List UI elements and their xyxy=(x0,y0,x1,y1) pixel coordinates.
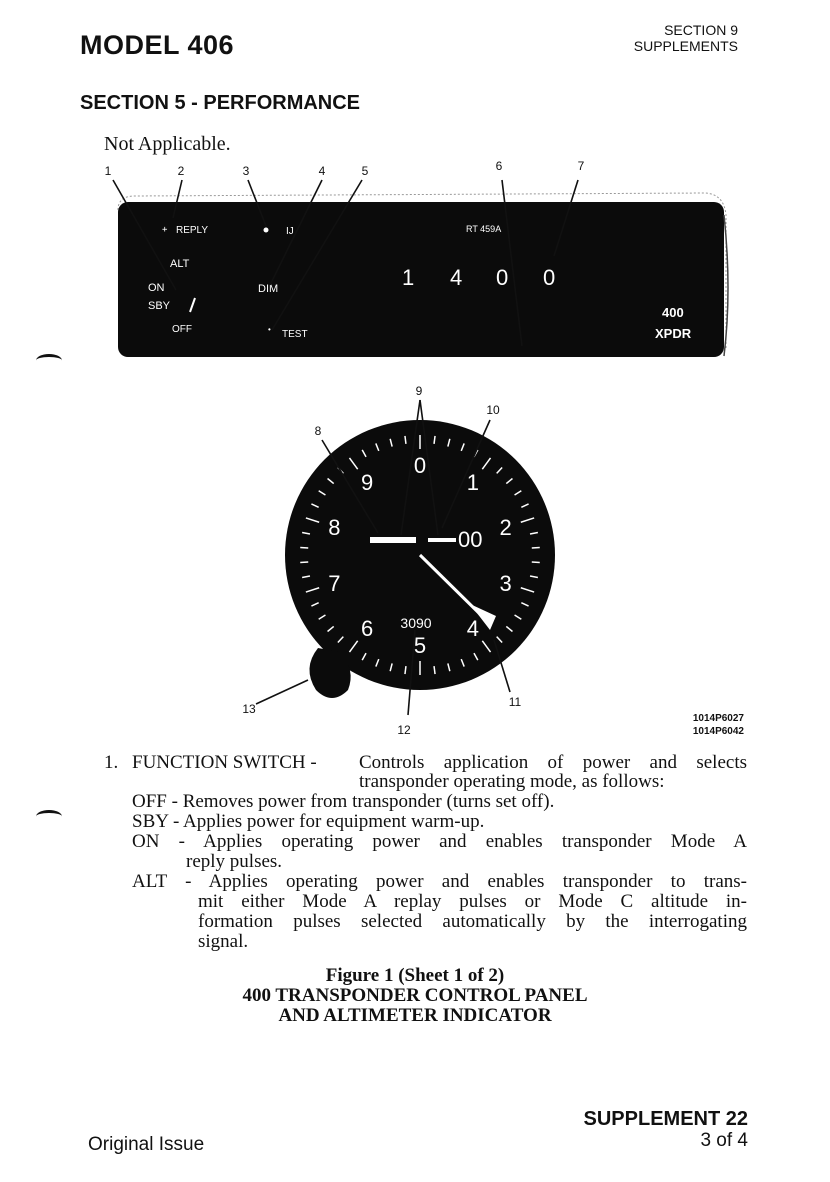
dial-tick xyxy=(405,666,406,674)
dial-number: 0 xyxy=(413,453,427,478)
definition-alt-cont: formation pulses selected automatically by the interrogating xyxy=(198,911,747,932)
definition-alt xyxy=(132,872,747,892)
code-digit-2[interactable]: 4 xyxy=(450,265,463,290)
transponder-panel xyxy=(118,193,728,357)
altimeter-indicator xyxy=(285,420,555,698)
item-description-cont: transponder operating mode, as follows: xyxy=(359,771,665,792)
supplement-label: SUPPLEMENT 22 xyxy=(583,1108,748,1130)
svg-text:•: • xyxy=(268,325,271,334)
callout-7: 7 xyxy=(577,159,585,173)
figure-illustration xyxy=(0,150,830,750)
dial-number: 5 xyxy=(413,633,427,658)
item-term: FUNCTION SWITCH - xyxy=(132,752,317,773)
definition-on xyxy=(132,832,747,852)
dial-tick xyxy=(434,666,435,674)
figure-id: 1014P6027 xyxy=(692,713,744,724)
figure-id: 1014P6042 xyxy=(692,726,744,737)
figure-caption-title: 400 TRANSPONDER CONTROL PANEL xyxy=(242,985,588,1006)
dial-number: 9 xyxy=(360,470,374,496)
definition-text: Applies power for equipment warm-up. xyxy=(183,811,485,832)
code-digit-3[interactable]: 0 xyxy=(496,265,509,290)
definition-on-cont: reply pulses. xyxy=(186,851,283,872)
dial-tick xyxy=(434,436,435,444)
alt-label: ALT xyxy=(170,258,190,270)
code-digit-1[interactable]: 1 xyxy=(402,265,415,290)
definition-text: Removes power from transponder (turns set off). xyxy=(182,791,555,812)
reply-label: REPLY xyxy=(176,225,209,236)
callout-6: 6 xyxy=(495,159,503,173)
reply-light xyxy=(264,228,269,233)
figure-caption-title-cont: AND ALTIMETER INDICATOR xyxy=(278,1005,552,1026)
definition-text: Applies operating power and enables transponder to trans- xyxy=(208,871,747,892)
callout-10: 10 xyxy=(486,403,500,417)
test-label: TEST xyxy=(282,329,308,340)
dial-number: 3 xyxy=(499,570,512,596)
callout-13: 13 xyxy=(242,702,256,716)
model-number-label: RT 459A xyxy=(466,224,502,234)
definition-term: SBY - xyxy=(132,811,180,832)
margin-mark xyxy=(36,810,62,823)
callout-12: 12 xyxy=(397,723,411,737)
callout-11: 11 xyxy=(508,695,522,709)
dial-number: 1 xyxy=(466,470,480,496)
callout-9: 9 xyxy=(415,384,423,398)
definition-alt-cont: mit either Mode A replay pulses or Mode C altitude in- xyxy=(198,891,747,912)
section-number: SECTION 9 xyxy=(664,22,738,38)
definition-sby xyxy=(132,812,484,832)
reply-annunciator-icon: + xyxy=(162,225,168,235)
callout-4: 4 xyxy=(318,164,326,178)
dial-tick xyxy=(300,547,308,548)
svg-text:IJ: IJ xyxy=(286,226,294,237)
dial-number: 4 xyxy=(466,615,480,641)
definition-term: OFF - xyxy=(132,791,178,812)
dial-tick xyxy=(532,547,540,548)
item-number: 1. xyxy=(104,752,119,773)
model-title: MODEL 406 xyxy=(80,30,235,60)
not-applicable-text: Not Applicable. xyxy=(104,133,231,155)
figure-ids xyxy=(693,712,744,738)
altimeter-pointer-label: 00 xyxy=(458,527,483,552)
dial-tick xyxy=(405,436,406,444)
dial-tick xyxy=(532,562,540,563)
altitude-readout: 3090 xyxy=(400,615,432,631)
panel-face xyxy=(118,202,724,357)
on-label: ON xyxy=(148,282,165,294)
item-description: Controls application of power and selects xyxy=(359,752,747,773)
xpdr-label: XPDR xyxy=(655,326,692,341)
section-title: SECTION 5 - PERFORMANCE xyxy=(80,92,361,114)
dial-tick xyxy=(300,562,308,563)
figure-caption-number: Figure 1 (Sheet 1 of 2) xyxy=(325,965,505,986)
brand-label: 400 xyxy=(662,305,684,320)
definition-text: Applies operating power and enables transponder Mode A xyxy=(203,831,747,852)
section-name: SUPPLEMENTS xyxy=(633,38,738,54)
code-digit-4[interactable]: 0 xyxy=(543,265,556,290)
callout-2: 2 xyxy=(177,164,185,178)
definition-term: ON - xyxy=(132,831,185,852)
altimeter-window-left xyxy=(370,537,416,543)
callout-1: 1 xyxy=(104,164,112,178)
definition-alt-cont: signal. xyxy=(198,931,249,952)
sby-label: SBY xyxy=(148,300,171,312)
dim-label: DIM xyxy=(258,283,279,295)
callout-8: 8 xyxy=(314,424,322,438)
definition-off xyxy=(132,792,554,812)
definition-term: ALT - xyxy=(132,871,192,892)
dial-number: 6 xyxy=(360,615,374,641)
callout-5: 5 xyxy=(361,164,369,178)
section-header xyxy=(634,22,738,54)
off-label: OFF xyxy=(172,324,192,335)
dial-number: 8 xyxy=(328,515,341,541)
page-number: 3 of 4 xyxy=(700,1130,748,1151)
callout-3: 3 xyxy=(242,164,250,178)
issue-label: Original Issue xyxy=(88,1134,205,1155)
dial-number: 2 xyxy=(499,515,512,541)
dial-number: 7 xyxy=(328,570,341,596)
